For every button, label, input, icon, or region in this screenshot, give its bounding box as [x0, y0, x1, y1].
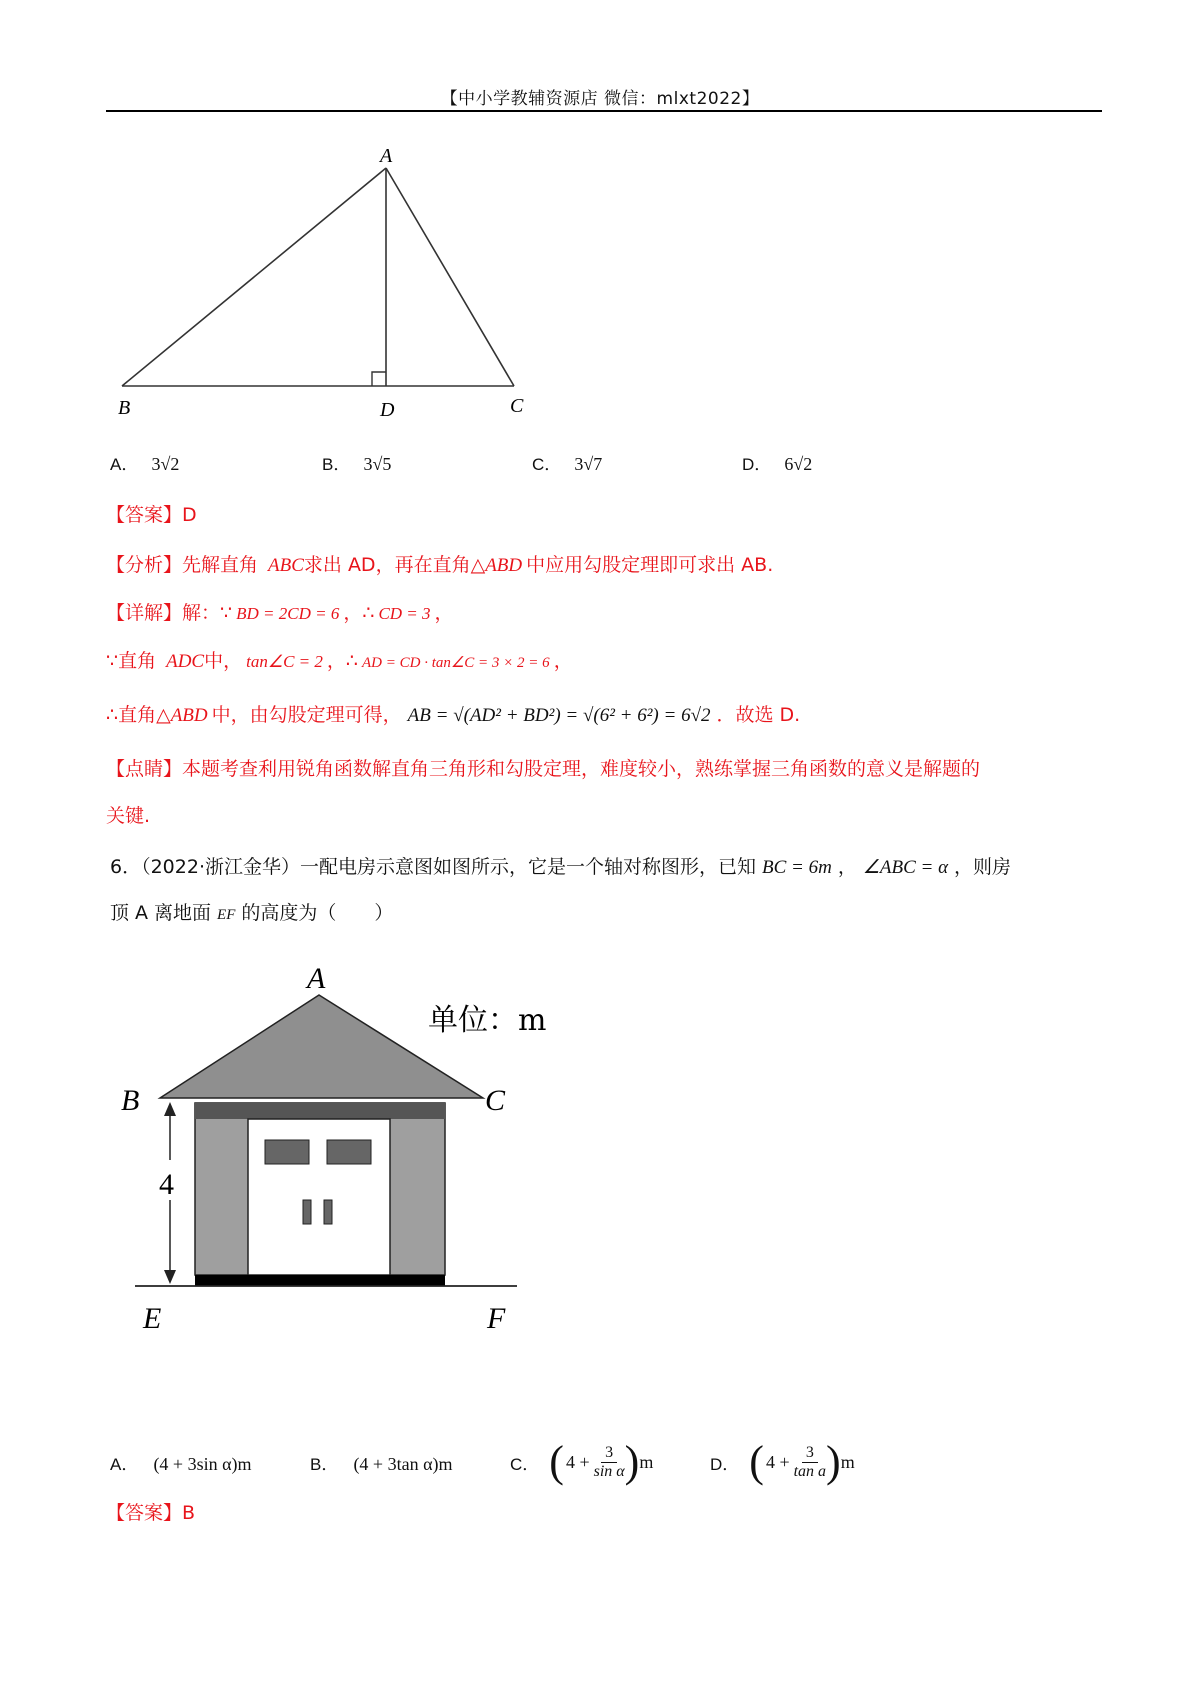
- text: ，: [553, 650, 573, 672]
- q6-answer: [106, 1500, 195, 1527]
- text: ，则房: [954, 856, 1012, 878]
- q5-detail-line-3: [106, 702, 800, 729]
- paren-close: ): [826, 1437, 841, 1486]
- math-var: ADC: [166, 651, 205, 672]
- q6-question-line-2: [110, 898, 393, 925]
- text: 关键.: [106, 805, 151, 827]
- text: 离地面: [154, 902, 212, 924]
- math-expr: AB = √(AD² + BD²) = √(6² + 6²) = 6√2: [407, 705, 711, 726]
- option-unit: m: [639, 1451, 654, 1472]
- option-letter: C．: [510, 1454, 540, 1474]
- math-expr: AD = CD · tan∠C = 3 × 2 = 6: [361, 655, 550, 671]
- q6-option-b: [310, 1450, 453, 1475]
- label-c: C: [510, 395, 524, 417]
- comment-tag: 【点睛】: [106, 758, 183, 780]
- math-var: ABD: [485, 555, 523, 576]
- fraction: [594, 1444, 625, 1481]
- text: .: [767, 554, 774, 576]
- page-header: 【中小学教辅资源店 微信：mlxt2022】: [440, 89, 760, 109]
- label-c: C: [485, 1084, 506, 1117]
- label-f: F: [487, 1302, 506, 1335]
- detail-tag: 【详解】: [106, 602, 183, 624]
- text: 6．（2022·浙江金华）一配电房示意图如图所示，它是一个轴对称图形，已知: [110, 856, 756, 878]
- math-expr: tan∠C = 2: [246, 652, 323, 671]
- label-e: E: [143, 1302, 162, 1335]
- math-var: AB: [741, 554, 768, 576]
- label-b: B: [118, 397, 131, 419]
- text: D.: [779, 704, 801, 726]
- text: 本题考查利用锐角函数解直角三角形和勾股定理，难度较小，熟练掌握三角函数的意义是解题的: [182, 758, 981, 780]
- math-var: EF: [217, 907, 236, 923]
- text: ，∴: [343, 602, 375, 624]
- q6-question-line-1: [110, 852, 1011, 879]
- math-expr: ∠ABC = α: [862, 857, 949, 878]
- label-a: A: [380, 145, 393, 167]
- segment-ac: [386, 168, 514, 386]
- answer-tag: 【答案】: [106, 1502, 183, 1524]
- option-letter: A．: [110, 455, 139, 474]
- text: ．故选: [716, 704, 774, 726]
- text: ∵直角: [106, 650, 157, 672]
- option-value: 6√2: [784, 454, 813, 474]
- answer-value: D: [182, 504, 197, 526]
- header-divider: [106, 110, 1102, 112]
- option-letter: D．: [710, 1454, 740, 1474]
- option-value: 3√5: [363, 454, 392, 474]
- option-letter: D．: [742, 455, 772, 474]
- q5-comment: [106, 756, 1106, 830]
- option-value: (4 + 3tan α)m: [353, 1454, 453, 1474]
- text: 中应用勾股定理即可求出: [526, 554, 736, 576]
- text: ，: [434, 602, 454, 624]
- math-var: ABD: [170, 705, 208, 726]
- answer-tag: 【答案】: [106, 504, 183, 526]
- q5-option-c: [532, 450, 602, 475]
- math-var: ABC: [268, 555, 304, 576]
- house-figure: [115, 950, 555, 1370]
- base: [195, 1275, 445, 1286]
- option-unit: m: [840, 1451, 855, 1472]
- arrow-head-up: [164, 1102, 176, 1116]
- fraction: [794, 1444, 826, 1481]
- math-var: AD: [347, 554, 376, 576]
- window-left: [265, 1140, 309, 1164]
- text: ，∴: [326, 650, 358, 672]
- math-var: A: [135, 902, 149, 924]
- q5-option-a: [110, 450, 179, 475]
- q6-option-a: [110, 1450, 252, 1475]
- right-angle-mark: [372, 372, 386, 386]
- text: 顶: [110, 902, 130, 924]
- option-value: 3√7: [574, 454, 603, 474]
- math-expr: CD = 3: [378, 604, 431, 623]
- numerator: 3: [802, 1444, 818, 1463]
- numerator: 3: [601, 1444, 617, 1463]
- triangle-figure: [100, 140, 560, 420]
- text: 解：∵: [182, 602, 233, 624]
- arrow-head-down: [164, 1270, 176, 1284]
- denominator: tan a: [793, 1462, 827, 1480]
- paren-close: ): [624, 1437, 640, 1486]
- handle-right: [324, 1200, 332, 1224]
- top-beam: [195, 1103, 445, 1119]
- option-letter: B．: [310, 1455, 339, 1474]
- q5-analysis: [106, 552, 773, 579]
- q5-detail-line-2: [106, 648, 573, 677]
- answer-value: B: [182, 1502, 196, 1524]
- paren-open: (: [549, 1437, 564, 1486]
- q5-option-d: [742, 450, 812, 475]
- height-label: 4: [159, 1168, 174, 1201]
- text: ，再在直角△: [375, 554, 486, 576]
- segment-ab: [122, 168, 386, 386]
- option-letter: B．: [322, 455, 351, 474]
- q5-answer: [106, 502, 197, 529]
- text: ∴直角△: [106, 704, 171, 726]
- option-prefix: 4 +: [765, 1451, 790, 1472]
- window-right: [327, 1140, 371, 1164]
- option-value: 3√2: [151, 454, 180, 474]
- text: 中，: [204, 650, 243, 672]
- q5-detail-line-1: [106, 600, 454, 627]
- label-b: B: [121, 1084, 140, 1117]
- q6-option-d: [710, 1432, 855, 1492]
- text: 先解直角: [182, 554, 259, 576]
- label-a: A: [307, 962, 326, 995]
- analysis-tag: 【分析】: [106, 554, 183, 576]
- handle-left: [303, 1200, 311, 1224]
- option-letter: C．: [532, 455, 562, 474]
- label-d: D: [380, 399, 395, 420]
- option-letter: A．: [110, 1455, 139, 1474]
- option-value: (4 + 3sin α)m: [153, 1454, 252, 1474]
- text: 求出: [303, 554, 342, 576]
- q5-option-b: [322, 450, 391, 475]
- option-prefix: 4 +: [565, 1451, 590, 1472]
- text: 中，由勾股定理可得，: [211, 704, 402, 726]
- text: 的高度为（ ）: [241, 902, 394, 924]
- unit-label: 单位：m: [428, 1003, 547, 1038]
- text: ，: [837, 856, 857, 878]
- denominator: sin α: [593, 1462, 625, 1480]
- q6-option-c: [510, 1432, 653, 1492]
- math-expr: BD = 2CD = 6: [236, 604, 340, 623]
- paren-open: (: [749, 1437, 764, 1486]
- math-expr: BC = 6m: [761, 857, 832, 878]
